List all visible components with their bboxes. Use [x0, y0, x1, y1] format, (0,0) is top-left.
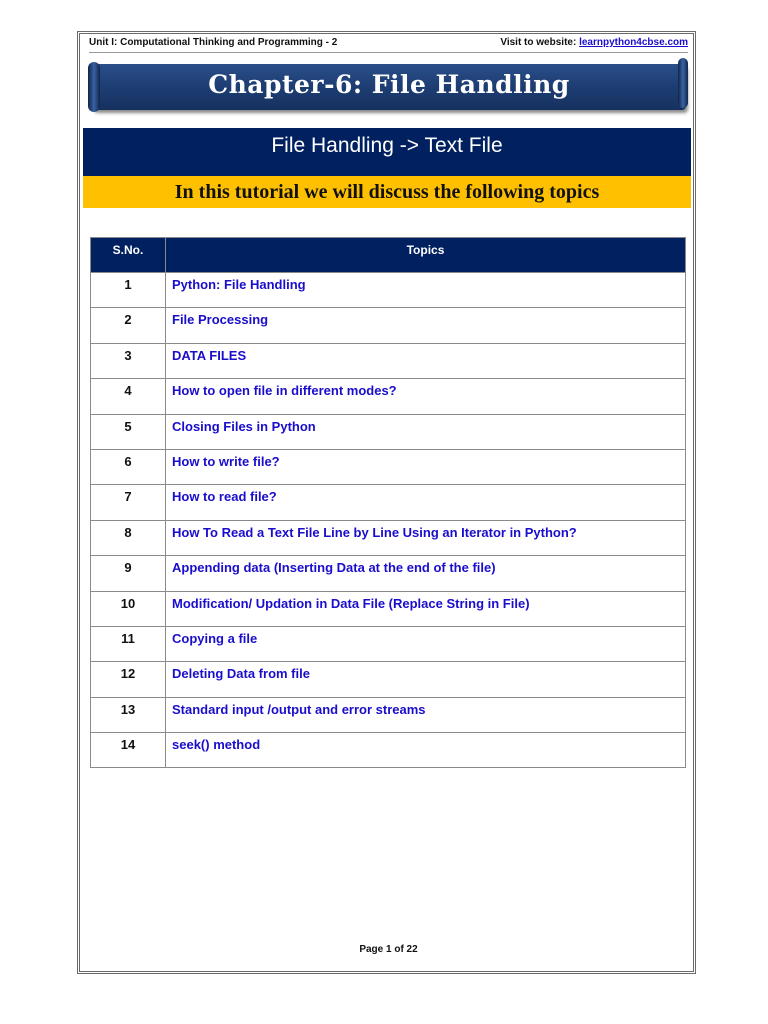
table-row	[91, 733, 686, 768]
topic-link[interactable]: Closing Files in Python	[166, 414, 686, 449]
column-header-sno: S.No.	[91, 238, 166, 273]
row-number: 6	[91, 449, 166, 484]
table-row	[91, 556, 686, 591]
table-row	[91, 662, 686, 697]
topic-link[interactable]: DATA FILES	[166, 343, 686, 378]
table-row	[91, 485, 686, 520]
page-header	[89, 36, 688, 53]
row-number: 8	[91, 520, 166, 555]
row-number: 14	[91, 733, 166, 768]
topic-link[interactable]: Python: File Handling	[166, 273, 686, 308]
table-row	[91, 273, 686, 308]
row-number: 5	[91, 414, 166, 449]
table-row	[91, 520, 686, 555]
row-number: 10	[91, 591, 166, 626]
header-unit-title: Unit I: Computational Thinking and Programming - 2	[89, 37, 338, 48]
page-number: Page 1 of 22	[359, 944, 418, 955]
topic-link[interactable]: How to read file?	[166, 485, 686, 520]
row-number: 3	[91, 343, 166, 378]
topic-link[interactable]: How to open file in different modes?	[166, 379, 686, 414]
row-number: 1	[91, 273, 166, 308]
header-website-label: Visit to website:	[500, 37, 580, 48]
row-number: 9	[91, 556, 166, 591]
chapter-title: Chapter-6: File Handling	[208, 70, 570, 99]
row-number: 12	[91, 662, 166, 697]
table-row	[91, 449, 686, 484]
table-row	[91, 414, 686, 449]
section-subtitle: File Handling -> Text File	[83, 128, 691, 176]
topic-link[interactable]: File Processing	[166, 308, 686, 343]
row-number: 11	[91, 626, 166, 661]
table-row	[91, 379, 686, 414]
table-row	[91, 343, 686, 378]
topics-table	[90, 237, 686, 768]
row-number: 7	[91, 485, 166, 520]
table-row	[91, 591, 686, 626]
row-number: 13	[91, 697, 166, 732]
table-row	[91, 308, 686, 343]
topic-link[interactable]: Standard input /output and error streams	[166, 697, 686, 732]
table-row	[91, 697, 686, 732]
column-header-topics: Topics	[166, 238, 686, 273]
topic-link[interactable]: Modification/ Updation in Data File (Replace String in File)	[166, 591, 686, 626]
topic-link[interactable]: Copying a file	[166, 626, 686, 661]
row-number: 4	[91, 379, 166, 414]
header-website	[500, 37, 688, 48]
topic-link[interactable]: Deleting Data from file	[166, 662, 686, 697]
website-link[interactable]: learnpython4cbse.com	[579, 37, 688, 48]
table-header-row	[91, 238, 686, 273]
topic-link[interactable]: How To Read a Text File Line by Line Using an Iterator in Python?	[166, 520, 686, 555]
row-number: 2	[91, 308, 166, 343]
section-intro: In this tutorial we will discuss the following topics	[83, 176, 691, 208]
topic-link[interactable]: seek() method	[166, 733, 686, 768]
topic-link[interactable]: Appending data (Inserting Data at the end of the file)	[166, 556, 686, 591]
topic-link[interactable]: How to write file?	[166, 449, 686, 484]
table-row	[91, 626, 686, 661]
